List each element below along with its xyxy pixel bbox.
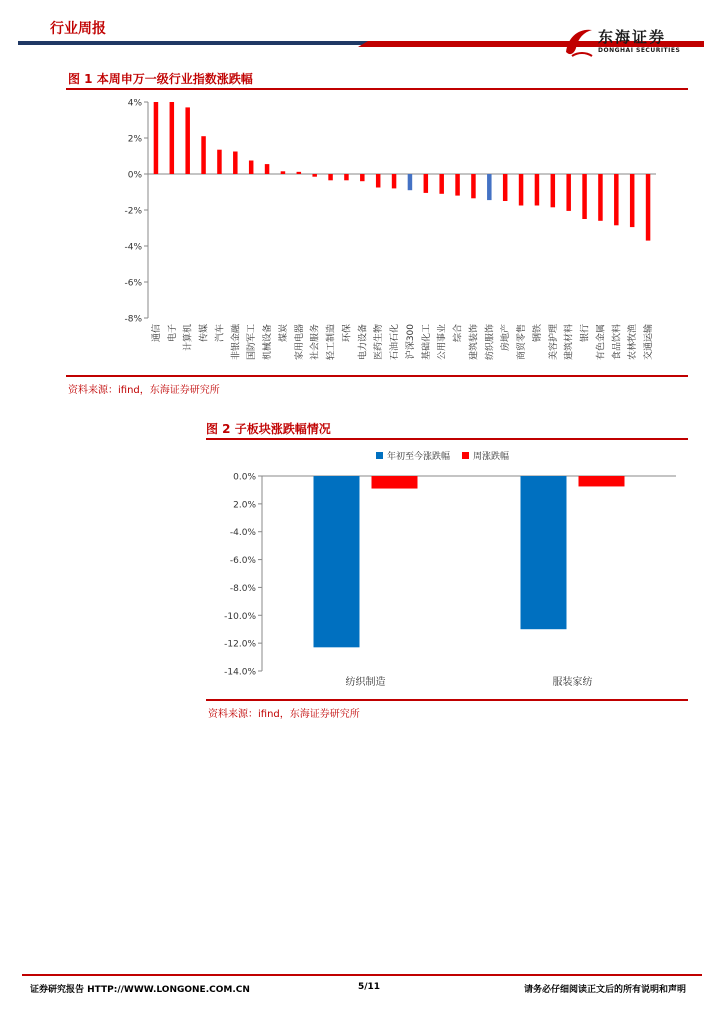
y-tick-label: 2% xyxy=(127,134,142,145)
bar-传媒 xyxy=(201,136,206,174)
bar-通信 xyxy=(154,102,159,174)
bar-家用电器 xyxy=(297,172,302,174)
bar-银行 xyxy=(582,174,587,219)
subsector-bar-chart xyxy=(206,442,688,698)
x-tick-label: 轻工制造 xyxy=(326,324,337,361)
x-tick-label: 非银金融 xyxy=(231,324,242,361)
bar-社会服务 xyxy=(312,174,317,177)
x-tick-label: 沪深300 xyxy=(405,324,416,360)
bar-纺织制造-周涨跌幅 xyxy=(372,476,418,489)
bar-石油石化 xyxy=(392,174,397,188)
y-tick-label: 0.0% xyxy=(233,472,256,483)
bar-非银金融 xyxy=(233,152,238,175)
y-tick-label: -4% xyxy=(124,242,142,253)
x-tick-label: 有色金属 xyxy=(596,324,607,361)
dragon-logo-icon xyxy=(558,22,598,62)
x-tick-label: 国防军工 xyxy=(247,324,258,361)
x-tick-label: 石油石化 xyxy=(390,324,401,361)
legend-label-ytd: 年初至今涨跌幅 xyxy=(387,452,451,462)
x-tick-label: 交通运输 xyxy=(644,324,655,361)
bar-电力设备 xyxy=(360,174,365,181)
x-tick-label: 机械设备 xyxy=(263,324,274,361)
x-tick-label: 食品饮料 xyxy=(612,324,623,361)
x-tick-label: 农林牧渔 xyxy=(628,324,639,361)
y-tick-label: -4.0% xyxy=(229,528,256,539)
x-tick-label: 建筑装饰 xyxy=(469,324,480,361)
y-tick-label: 0% xyxy=(127,170,142,181)
y-tick-label: -8.0% xyxy=(229,583,256,594)
bar-建筑材料 xyxy=(566,174,571,211)
y-tick-label: -2% xyxy=(124,206,142,217)
x-tick-label: 电力设备 xyxy=(358,324,369,361)
y-tick-label: -12.0% xyxy=(224,639,256,650)
x-tick-label: 煤炭 xyxy=(278,324,289,343)
bar-基础化工 xyxy=(424,174,429,193)
x-tick-label: 家用电器 xyxy=(294,324,305,361)
bar-房地产 xyxy=(503,174,508,201)
industry-bar-chart xyxy=(66,92,688,374)
y-tick-label: -6.0% xyxy=(229,556,256,567)
y-tick-label: 2.0% xyxy=(233,500,256,511)
x-tick-label: 美容护理 xyxy=(548,324,559,361)
bar-医药生物 xyxy=(376,174,381,188)
figure1-source: 资料来源：ifind，东海证券研究所 xyxy=(68,385,220,396)
bar-计算机 xyxy=(185,107,190,174)
y-tick-label: -8% xyxy=(124,314,142,325)
x-tick-label: 汽车 xyxy=(215,324,226,343)
bar-纺织服饰 xyxy=(487,174,492,200)
page-number: 5/11 xyxy=(358,982,381,992)
bar-电子 xyxy=(170,102,175,174)
figure2-title: 图 2 子板块涨跌幅情况 xyxy=(206,422,331,436)
x-tick-label: 纺织制造 xyxy=(345,677,386,688)
footer-disclaimer: 请务必仔细阅读正文后的所有说明和声明 xyxy=(524,985,687,995)
bar-纺织制造-年初至今涨跌幅 xyxy=(314,476,360,647)
logo-chinese: 东海证券 xyxy=(598,28,667,46)
bar-轻工制造 xyxy=(328,174,333,180)
bar-机械设备 xyxy=(265,164,270,174)
bar-公用事业 xyxy=(439,174,444,194)
bar-沪深300 xyxy=(408,174,413,190)
x-tick-label: 电子 xyxy=(167,324,178,343)
bar-食品饮料 xyxy=(614,174,619,225)
figure1-top-rule xyxy=(66,88,688,90)
legend-label-week: 周涨跌幅 xyxy=(473,452,510,462)
footer-rule xyxy=(22,974,702,976)
x-tick-label: 综合 xyxy=(453,324,464,343)
figure1-title: 图 1 本周申万一级行业指数涨跌幅 xyxy=(68,72,253,86)
y-tick-label: -14.0% xyxy=(224,667,256,678)
legend-swatch-week xyxy=(462,452,469,459)
x-tick-label: 银行 xyxy=(580,324,591,343)
bar-美容护理 xyxy=(551,174,556,207)
x-tick-label: 钢铁 xyxy=(532,324,543,343)
x-tick-label: 商贸零售 xyxy=(517,324,528,361)
x-tick-label: 医药生物 xyxy=(374,324,385,361)
bar-建筑装饰 xyxy=(471,174,476,198)
x-tick-label: 通信 xyxy=(151,324,162,343)
figure2-top-rule xyxy=(206,438,688,440)
legend-swatch-ytd xyxy=(376,452,383,459)
x-tick-label: 社会服务 xyxy=(310,324,321,361)
figure1-bottom-rule xyxy=(66,375,688,377)
bar-农林牧渔 xyxy=(630,174,635,227)
legend xyxy=(376,450,509,462)
x-tick-label: 基础化工 xyxy=(421,324,432,361)
figure2-bottom-rule xyxy=(206,699,688,701)
bar-交通运输 xyxy=(646,174,651,241)
figure2-source: 资料来源：ifind，东海证券研究所 xyxy=(208,709,360,720)
footer-left: 证券研究报告 HTTP://WWW.LONGONE.COM.CN xyxy=(30,985,250,995)
x-tick-label: 建筑材料 xyxy=(564,324,575,361)
bar-综合 xyxy=(455,174,460,196)
x-tick-label: 计算机 xyxy=(183,324,194,352)
x-tick-label: 公用事业 xyxy=(437,324,448,361)
bar-服装家纺-年初至今涨跌幅 xyxy=(521,476,567,629)
bar-服装家纺-周涨跌幅 xyxy=(579,476,625,486)
bar-煤炭 xyxy=(281,171,286,174)
bar-汽车 xyxy=(217,150,222,174)
logo-english: DONGHAI SECURITIES xyxy=(598,47,681,54)
y-tick-label: -10.0% xyxy=(224,611,256,622)
bar-钢铁 xyxy=(535,174,540,206)
x-tick-label: 传媒 xyxy=(199,324,210,343)
bar-商贸零售 xyxy=(519,174,524,206)
x-tick-label: 服装家纺 xyxy=(552,677,593,688)
bar-环保 xyxy=(344,174,349,180)
section-title: 行业周报 xyxy=(50,21,106,37)
y-tick-label: 4% xyxy=(127,98,142,109)
bar-国防军工 xyxy=(249,161,254,175)
x-tick-label: 纺织服饰 xyxy=(485,324,496,361)
y-tick-label: -6% xyxy=(124,278,142,289)
x-tick-label: 房地产 xyxy=(501,324,512,352)
bar-有色金属 xyxy=(598,174,603,221)
x-tick-label: 环保 xyxy=(342,324,353,343)
